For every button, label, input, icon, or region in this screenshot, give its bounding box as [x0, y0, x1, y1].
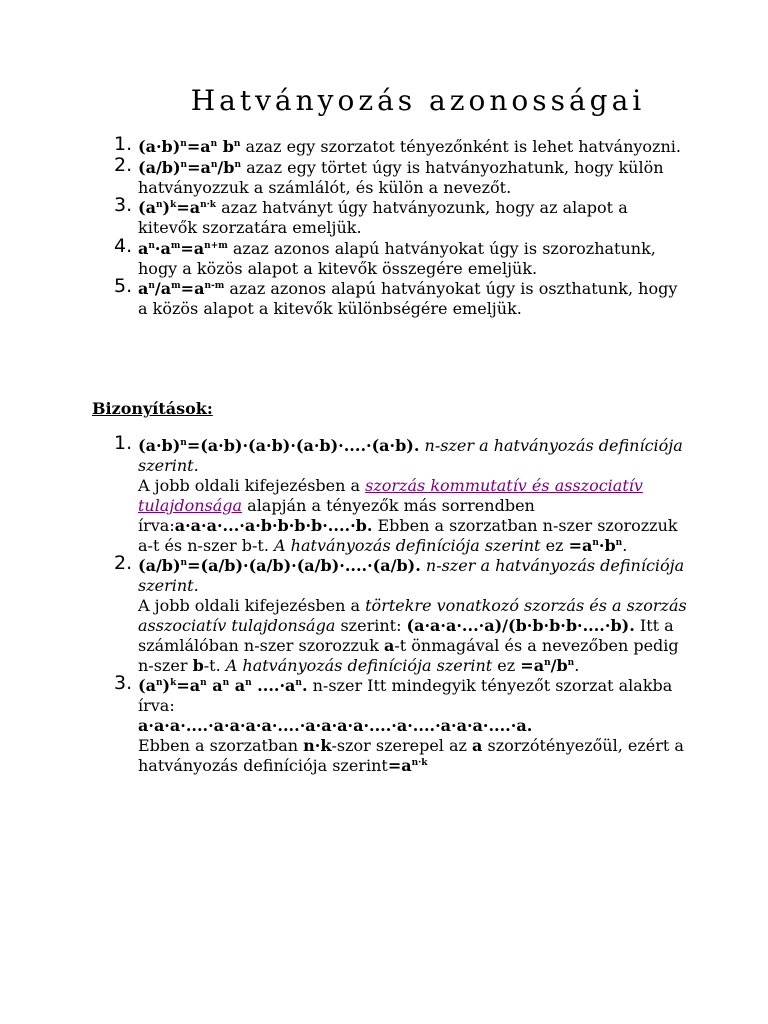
result-formula: $=a^{n\cdot k}$: [387, 756, 428, 775]
list-item: [0, 153, 690, 198]
proof-text: alapján a tényezők más sorrendben írva:: [138, 496, 535, 535]
proof-text: .: [574, 656, 580, 675]
formula: $a^n/a^m=a^{n-m}$: [138, 279, 225, 298]
list-number: 2.: [114, 552, 133, 574]
list-number: 2.: [114, 153, 133, 176]
list-number: 1.: [114, 133, 133, 155]
variable-a: a: [383, 636, 395, 655]
list-number: 5.: [114, 275, 133, 297]
list-item: [0, 234, 690, 279]
formula: $a^n\cdot a^m=a^{n+m}$: [138, 238, 228, 258]
list-item: [0, 133, 690, 157]
formula: $(a\cdot b)^n=a^n$ $b^n$: [138, 137, 241, 156]
proof-text: szorzótényezőül, ezért a hatványozás definíciója szerint: [138, 736, 684, 775]
definition-text: n-szer a hatványozás definíciója szerint.: [138, 436, 683, 475]
definition-text: n-szer a hatványozás definíciója szerint.: [138, 556, 685, 595]
list-number: 1.: [114, 432, 133, 454]
rule-text: azaz egy szorzatot tényezőnként is lehet hatványozni.: [240, 137, 681, 156]
rule-text: azaz hatványt úgy hatványozunk, hogy az alapot a kitevők szorzatára emeljük.: [138, 198, 628, 237]
rule-text: azaz egy törtet úgy is hatványozhatunk, hogy külön hatványozzuk a számlálót, és külön a nevezőt.: [138, 157, 664, 197]
formula: $(a^n)^k=a^{n\cdot k}$: [138, 198, 217, 217]
proof-text: szerint:: [335, 616, 407, 635]
rule-text: azaz azonos alapú hatványokat úgy is szorozhatunk, hogy a közös alapot a kitevők összegére emeljük.: [138, 238, 656, 278]
variable-nk: n·k: [303, 736, 332, 755]
proof-text: A jobb oldali kifejezésben a: [138, 476, 366, 495]
expression: (a·a·a·...·a)/(b·b·b·b·....·b).: [406, 616, 635, 635]
proof-text: Ebben a szorzatban: [138, 736, 304, 755]
proof-text: n-szer Itt mindegyik tényezőt szorzat alakba írva:: [138, 676, 673, 715]
list-item: [0, 672, 690, 776]
list-item: [0, 552, 690, 676]
list-item: [0, 275, 690, 319]
result-formula: $=a^n\cdot b^n$: [568, 536, 623, 555]
result-formula: $=a^n/b^n$: [520, 656, 575, 675]
proofs-list: [0, 432, 690, 776]
definition-text: A hatványozás definíciója szerint: [274, 536, 541, 555]
expression: a·a·a·...·a·b·b·b·b·....·b.: [174, 516, 373, 535]
formula: $(a^n)^k=a^n$ $a^n$ $a^n$ $....\cdot a^n$.: [138, 676, 308, 695]
property-text: törtekre vonatkozó szorzás és a szorzás asszociatív tulajdonsága: [138, 596, 687, 635]
proof-text: A jobb oldali kifejezésben a: [138, 596, 366, 615]
variable-b: b: [192, 656, 204, 675]
rules-list: [0, 133, 690, 320]
list-item: [0, 194, 690, 238]
proof-text: ez: [492, 656, 521, 675]
proofs-heading: Bizonyítások:: [92, 399, 213, 418]
proof-text: Itt a számlálóban n-szer szorozzuk: [138, 616, 674, 655]
proof-text: -szor szerepel az: [331, 736, 473, 755]
proof-text: ez: [540, 536, 569, 555]
proof-text: Ebben a szorzatban n-szer szorozzuk a-t és n-szer b-t.: [138, 516, 678, 555]
list-number: 4.: [114, 234, 133, 257]
variable-a: a: [472, 736, 483, 755]
formula: $(a/b)^n=a^n/b^n$: [138, 157, 241, 177]
list-item: [0, 432, 690, 556]
formula: $(a/b)^n=(a/b)\cdot(a/b)\cdot(a/b)\cdot....\cdot(a/b)$.: [138, 556, 421, 575]
rule-text: azaz azonos alapú hatványokat úgy is oszthatunk, hogy a közös alapot a kitevők különbségére emeljük.: [138, 279, 678, 318]
commutative-link[interactable]: szorzás kommutatív és asszociatív tulajdonsága: [138, 476, 643, 515]
list-number: 3.: [114, 194, 133, 216]
proof-text: .: [622, 536, 628, 555]
proof-text: -t önmagával és a nevezőben pedig n-szer: [138, 636, 679, 675]
definition-text: A hatványozás definíciója szerint: [225, 656, 493, 675]
page-title: Hatványozás azonosságai: [190, 84, 646, 117]
proof-text: -t.: [203, 656, 226, 675]
list-number: 3.: [114, 672, 133, 694]
formula: $(a\cdot b)^n=(a\cdot b)\cdot(a\cdot b)\cdot(a\cdot b)\cdot....\cdot(a\cdot b)$.: [138, 436, 420, 455]
expression: a·a·a·....·a·a·a·a·....·a·a·a·a·....·a·....·a·a·a·....·a.: [138, 716, 533, 735]
